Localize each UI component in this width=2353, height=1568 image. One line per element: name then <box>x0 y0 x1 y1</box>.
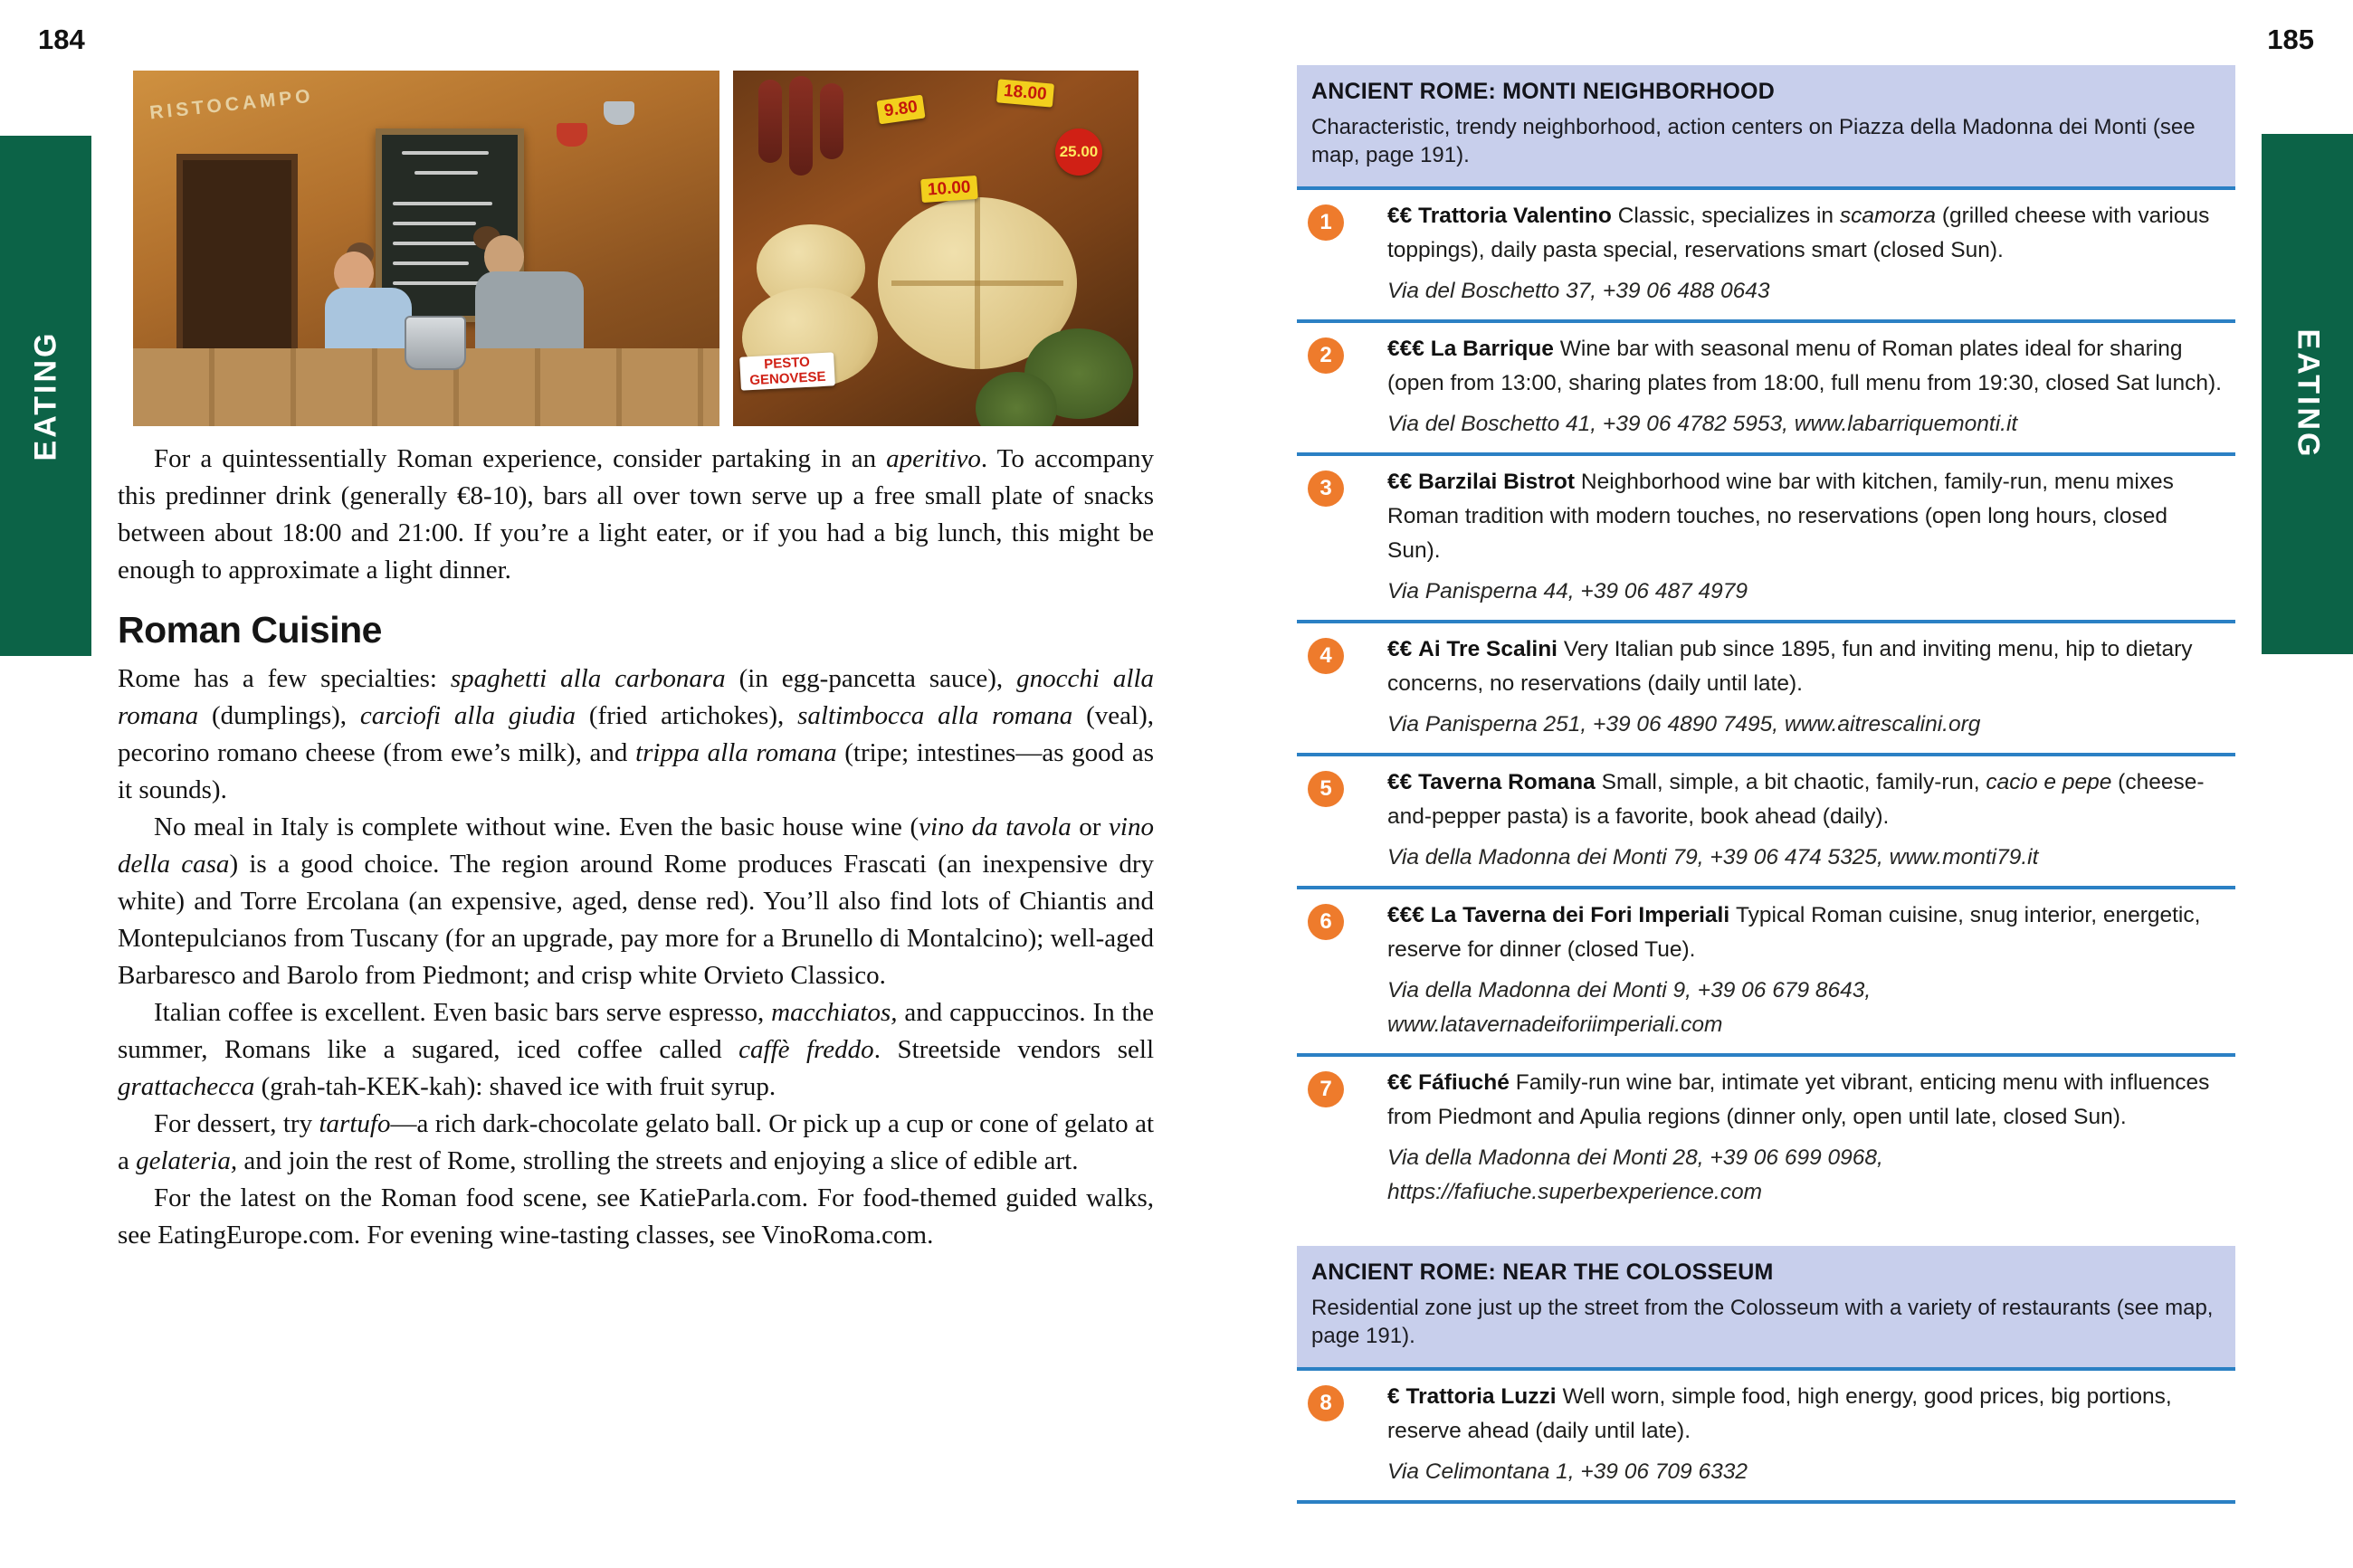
eating-tab-label: EATING <box>28 330 62 461</box>
listing-description: € Trattoria Luzzi Well worn, simple food, high energy, good prices, big portions, reserve ahead (daily until late). <box>1387 1384 2172 1443</box>
listing-text <box>1387 632 2235 742</box>
listing-name: €€ Fáfiuché <box>1387 1070 1510 1095</box>
ice-bucket <box>405 316 466 370</box>
eating-chapter-tab-right <box>2262 134 2353 654</box>
paragraph-wine: No meal in Italy is complete without wine. Even the basic house wine (vino da tavola or vino della casa) is a good choice. The region around Rome produces Frascati (an inexpensive dry white) and Torre Ercolana (an expensive, aged, dense red). You’ll also find lots of Chiantis and Montepulcianos from Tuscany (for an upgrade, pay more for a Brunello di Montalcino); well-aged Barbaresco and Barolo from Piedmont; and crisp white Orvieto Classico. <box>118 813 1154 990</box>
section-header-monti <box>1297 65 2235 186</box>
listing-address: Via del Boschetto 41, +39 06 4782 5953, www.labarriquemonti.it <box>1387 412 2018 436</box>
listing-description: €€ Taverna Romana Small, simple, a bit chaotic, family-run, cacio e pepe (cheese-and-pepper pasta) is a favorite, book ahead (daily). <box>1387 770 2205 829</box>
listing-name: €€ Taverna Romana <box>1387 770 1596 794</box>
hanging-salami <box>820 83 843 159</box>
listing-description: €€ Ai Tre Scalini Very Italian pub since 1895, fun and inviting menu, hip to dietary concerns, no reservations (daily until late). <box>1387 637 2193 696</box>
listing-description: €€€ La Taverna dei Fori Imperiali Typical Roman cuisine, snug interior, energetic, reserve for dinner (closed Tue). <box>1387 903 2201 962</box>
map-marker-2: 2 <box>1308 337 1344 374</box>
map-marker-1: 1 <box>1308 204 1344 241</box>
listing-name: €€€ La Barrique <box>1387 337 1554 361</box>
page-number-left: 184 <box>38 24 85 55</box>
page-number-right: 185 <box>2267 24 2314 55</box>
listing-text <box>1387 898 2235 1042</box>
cheese-shop-photo <box>733 71 1138 426</box>
divider-rule <box>1297 1500 2235 1504</box>
listing-description: €€ Trattoria Valentino Classic, specializes in scamorza (grilled cheese with various toppings), daily pasta special, reservations smart (closed Sun). <box>1387 204 2210 262</box>
section-heading-roman-cuisine: Roman Cuisine <box>118 609 382 651</box>
map-marker-6: 6 <box>1308 904 1344 940</box>
price-tag-round: 25.00 <box>1055 128 1102 176</box>
hanging-salami <box>789 76 813 176</box>
section-header-colosseum <box>1297 1246 2235 1367</box>
listing-description: €€€ La Barrique Wine bar with seasonal menu of Roman plates ideal for sharing (open from 13:00, sharing plates from 18:00, full menu from 19:30, closed Sat lunch). <box>1387 337 2222 395</box>
paragraph-coffee: Italian coffee is excellent. Even basic bars serve espresso, macchiatos, and cappuccinos. In the summer, Romans like a sugared, iced coffee called caffè freddo. Streetside vendors sell grattachecca (grah-tah-KEK-kah): shaved ice with fruit syrup. <box>118 998 1155 1101</box>
listing-text <box>1387 765 2235 875</box>
marker-column <box>1297 632 1387 742</box>
listing-address: Via della Madonna dei Monti 9, +39 06 679 8643, www.latavernadeiforiimperiali.com <box>1387 978 1872 1037</box>
marker-column <box>1297 1380 1387 1489</box>
lamp-red <box>557 123 587 147</box>
section-subtitle: Residential zone just up the street from the Colosseum with a variety of restaurants (see map, page 191). <box>1311 1296 2214 1348</box>
marker-column <box>1297 199 1387 309</box>
listing-name: €€€ La Taverna dei Fori Imperiali <box>1387 903 1730 927</box>
price-tag: 9.80 <box>876 95 925 125</box>
hanging-salami <box>758 80 782 163</box>
listing-description: €€ Fáfiuché Family-run wine bar, intimate yet vibrant, enticing menu with influences from Piedmont and Apulia regions (dinner only, open until late, closed Sun). <box>1387 1070 2210 1129</box>
right-page-content <box>1297 65 2235 1504</box>
listing-address: Via Celimontana 1, +39 06 709 6332 <box>1387 1459 1748 1484</box>
section-subtitle: Characteristic, trendy neighborhood, action centers on Piazza della Madonna dei Monti (see map, page 191). <box>1311 115 2196 167</box>
listing-name: €€ Trattoria Valentino <box>1387 204 1612 228</box>
map-marker-3: 3 <box>1308 470 1344 507</box>
marker-column <box>1297 898 1387 1042</box>
listing-name: €€ Barzilai Bistrot <box>1387 470 1576 494</box>
intro-paragraph: For a quintessentially Roman experience, consider partaking in an aperitivo. To accompany this predinner drink (generally €8-10), bars all over town serve up a free small plate of snacks between about 18:00 and 21:00. If you’re a light eater, or if you had a big lunch, this might be enough to approximate a light dinner. <box>118 444 1154 584</box>
eating-tab-label: EATING <box>2291 328 2325 460</box>
listing-text <box>1387 1380 2235 1489</box>
marker-column <box>1297 1066 1387 1210</box>
price-tag: 18.00 <box>996 79 1054 107</box>
listing-la-taverna-dei-fori-imperiali <box>1297 889 2235 1053</box>
listing-name: €€ Ai Tre Scalini <box>1387 637 1558 661</box>
marker-column <box>1297 465 1387 609</box>
listing-text <box>1387 1066 2235 1210</box>
paragraph-food-scene: For the latest on the Roman food scene, see KatieParla.com. For food-themed guided walks, see EatingEurope.com. For evening wine-tasting classes, see VinoRoma.com. <box>118 1183 1154 1250</box>
marker-column <box>1297 332 1387 442</box>
listing-text <box>1387 199 2235 309</box>
map-marker-7: 7 <box>1308 1071 1344 1107</box>
lamp-gray <box>604 101 634 125</box>
listing-fafiuche <box>1297 1057 2235 1221</box>
paragraph-dessert: For dessert, try tartufo—a rich dark-chocolate gelato ball. Or pick up a cup or cone of gelato at a gelateria, and join the rest of Rome, strolling the streets and enjoying a slice of edible art. <box>118 1109 1155 1175</box>
listing-address: Via della Madonna dei Monti 79, +39 06 474 5325, www.monti79.it <box>1387 845 2039 870</box>
listing-address: Via del Boschetto 37, +39 06 488 0643 <box>1387 279 1770 303</box>
listing-trattoria-luzzi <box>1297 1371 2235 1500</box>
listing-la-barrique <box>1297 323 2235 452</box>
photo-row <box>133 71 1154 426</box>
listing-address: Via Panisperna 251, +39 06 4890 7495, www.aitrescalini.org <box>1387 712 1981 736</box>
listing-name: € Trattoria Luzzi <box>1387 1384 1557 1409</box>
doorway <box>176 154 298 368</box>
map-marker-8: 8 <box>1308 1385 1344 1421</box>
paragraph-specialties: Rome has a few specialties: spaghetti alla carbonara (in egg-pancetta sauce), gnocchi alla romana (dumplings), carciofi alla giudia (fried artichokes), saltimbocca alla romana (veal), pecorino romano cheese (from ewe’s milk), and trippa alla romana (tripe; intestines—as good as it sounds). <box>118 664 1155 804</box>
listing-address: Via Panisperna 44, +39 06 487 4979 <box>1387 579 1748 603</box>
listing-barzilai-bistrot <box>1297 456 2235 620</box>
map-marker-4: 4 <box>1308 638 1344 674</box>
listing-description: €€ Barzilai Bistrot Neighborhood wine bar with kitchen, family-run, menu mixes Roman tradition with modern touches, no reservations (open long hours, closed Sun). <box>1387 470 2174 563</box>
price-tag: 10.00 <box>920 176 977 203</box>
trattoria-terrace-photo <box>133 71 719 426</box>
listing-text <box>1387 332 2235 442</box>
marker-column <box>1297 765 1387 875</box>
restaurant-sign: RISTOCAMPO <box>148 85 315 124</box>
eating-chapter-tab-left <box>0 136 91 656</box>
listing-taverna-romana <box>1297 756 2235 886</box>
listing-address: Via della Madonna dei Monti 28, +39 06 699 0968, https://fafiuche.superbexperience.com <box>1387 1145 1883 1204</box>
pesto-sign: PESTO GENOVESE <box>739 352 835 390</box>
section-title: ANCIENT ROME: MONTI NEIGHBORHOOD <box>1311 79 1775 104</box>
section-title: ANCIENT ROME: NEAR THE COLOSSEUM <box>1311 1259 1774 1285</box>
listing-trattoria-valentino <box>1297 190 2235 319</box>
map-marker-5: 5 <box>1308 771 1344 807</box>
left-page-content <box>118 71 1154 1254</box>
listing-text <box>1387 465 2235 609</box>
listing-ai-tre-scalini <box>1297 623 2235 753</box>
